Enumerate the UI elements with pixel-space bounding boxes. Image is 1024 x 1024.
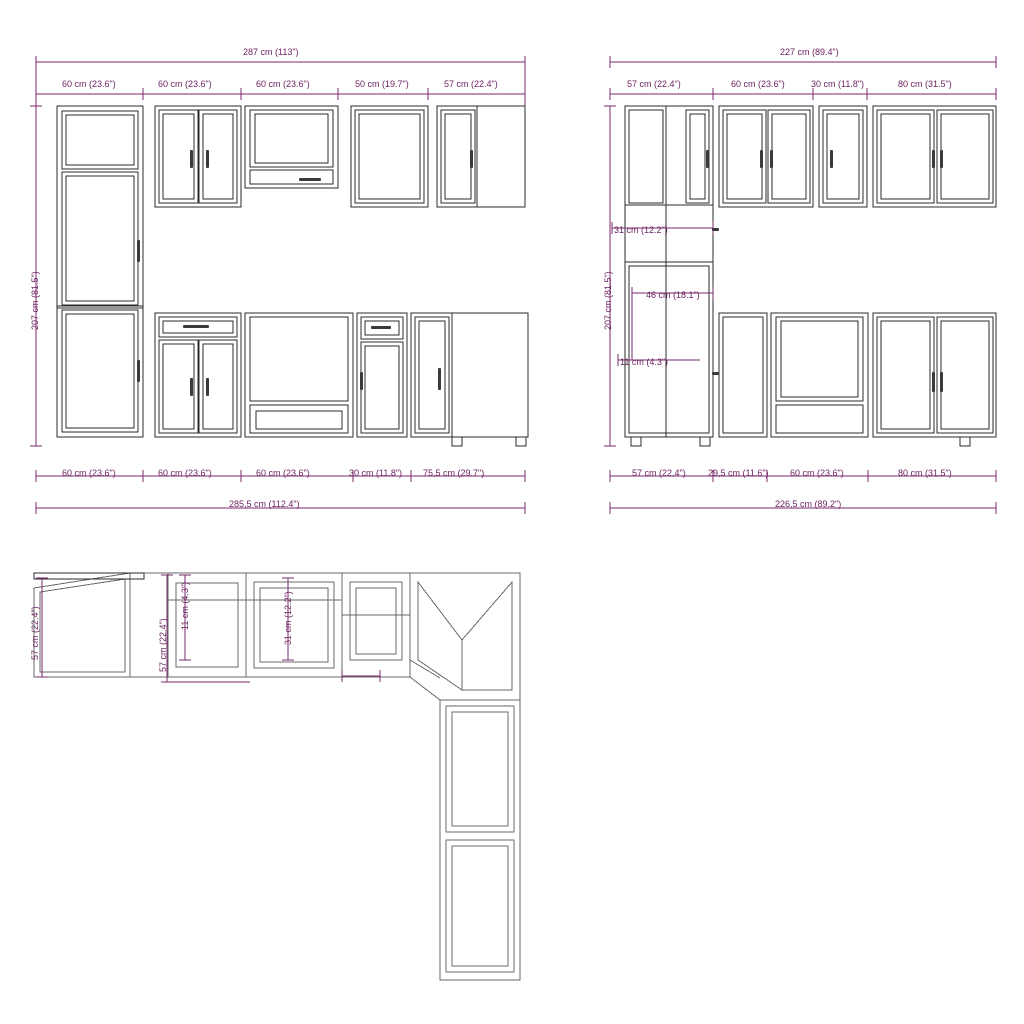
handle-icon xyxy=(830,150,833,168)
handle-icon xyxy=(932,150,935,168)
right-inner-46: 46 cm (18.1") xyxy=(646,290,700,300)
right-bottom-seg-2: 29,5 cm (11.6") xyxy=(708,468,769,478)
right-bottom-seg-3: 60 cm (23.6") xyxy=(790,468,844,478)
handle-icon xyxy=(190,378,193,396)
left-top-seg-4: 50 cm (19.7") xyxy=(355,79,409,89)
handle-icon xyxy=(770,150,773,168)
plan-label-57-second: 57 cm (22.4") xyxy=(158,618,168,672)
left-height-label: 207 cm (81.5") xyxy=(30,271,40,330)
left-bottom-seg-3: 60 cm (23.6") xyxy=(256,468,310,478)
right-top-seg-4: 80 cm (31.5") xyxy=(898,79,952,89)
handle-icon xyxy=(183,325,209,328)
left-top-seg-1: 60 cm (23.6") xyxy=(62,79,116,89)
handle-icon xyxy=(712,372,719,375)
handle-icon xyxy=(190,150,193,168)
left-bottom-seg-2: 60 cm (23.6") xyxy=(158,468,212,478)
handle-icon xyxy=(137,360,140,382)
right-inner-11: 11 cm (4.3") xyxy=(620,357,669,367)
handle-icon xyxy=(940,150,943,168)
handle-icon xyxy=(137,240,140,262)
plan-label-31: 31 cm (12.2") xyxy=(283,591,293,645)
handle-icon xyxy=(206,378,209,396)
right-bottom-seg-4: 80 cm (31.5") xyxy=(898,468,952,478)
handle-icon xyxy=(706,150,709,168)
right-top-seg-2: 60 cm (23.6") xyxy=(731,79,785,89)
plan-label-11: 11 cm (4.3") xyxy=(180,581,190,630)
left-top-seg-3: 60 cm (23.6") xyxy=(256,79,310,89)
left-top-total-label: 287 cm (113") xyxy=(243,47,299,57)
right-bottom-seg-1: 57 cm (22.4") xyxy=(632,468,686,478)
left-top-seg-2: 60 cm (23.6") xyxy=(158,79,212,89)
handle-icon xyxy=(940,372,943,392)
plan-label-57-left: 57 cm (22.4") xyxy=(30,606,40,660)
right-top-seg-1: 57 cm (22.4") xyxy=(627,79,681,89)
right-top-seg-3: 30 cm (11.8") xyxy=(811,79,865,89)
right-inner-31: 31 cm (12.2") xyxy=(614,225,668,235)
handle-icon xyxy=(371,326,391,329)
left-bottom-seg-5: 75,5 cm (29.7") xyxy=(423,468,485,478)
handle-icon xyxy=(932,372,935,392)
handle-icon xyxy=(438,368,441,390)
handle-icon xyxy=(299,178,321,181)
right-bottom-total-label: 226,5 cm (89.2") xyxy=(775,499,842,509)
handle-icon xyxy=(712,228,719,231)
right-top-total-label: 227 cm (89.4") xyxy=(780,47,839,57)
left-bottom-seg-4: 30 cm (11.8") xyxy=(349,468,403,478)
left-top-seg-5: 57 cm (22.4") xyxy=(444,79,498,89)
right-height-label: 207 cm (81.5") xyxy=(603,271,613,330)
left-bottom-total-label: 285,5 cm (112.4") xyxy=(229,499,300,509)
handle-icon xyxy=(760,150,763,168)
handle-icon xyxy=(360,372,363,390)
left-bottom-seg-1: 60 cm (23.6") xyxy=(62,468,116,478)
handle-icon xyxy=(470,150,473,168)
handle-icon xyxy=(206,150,209,168)
